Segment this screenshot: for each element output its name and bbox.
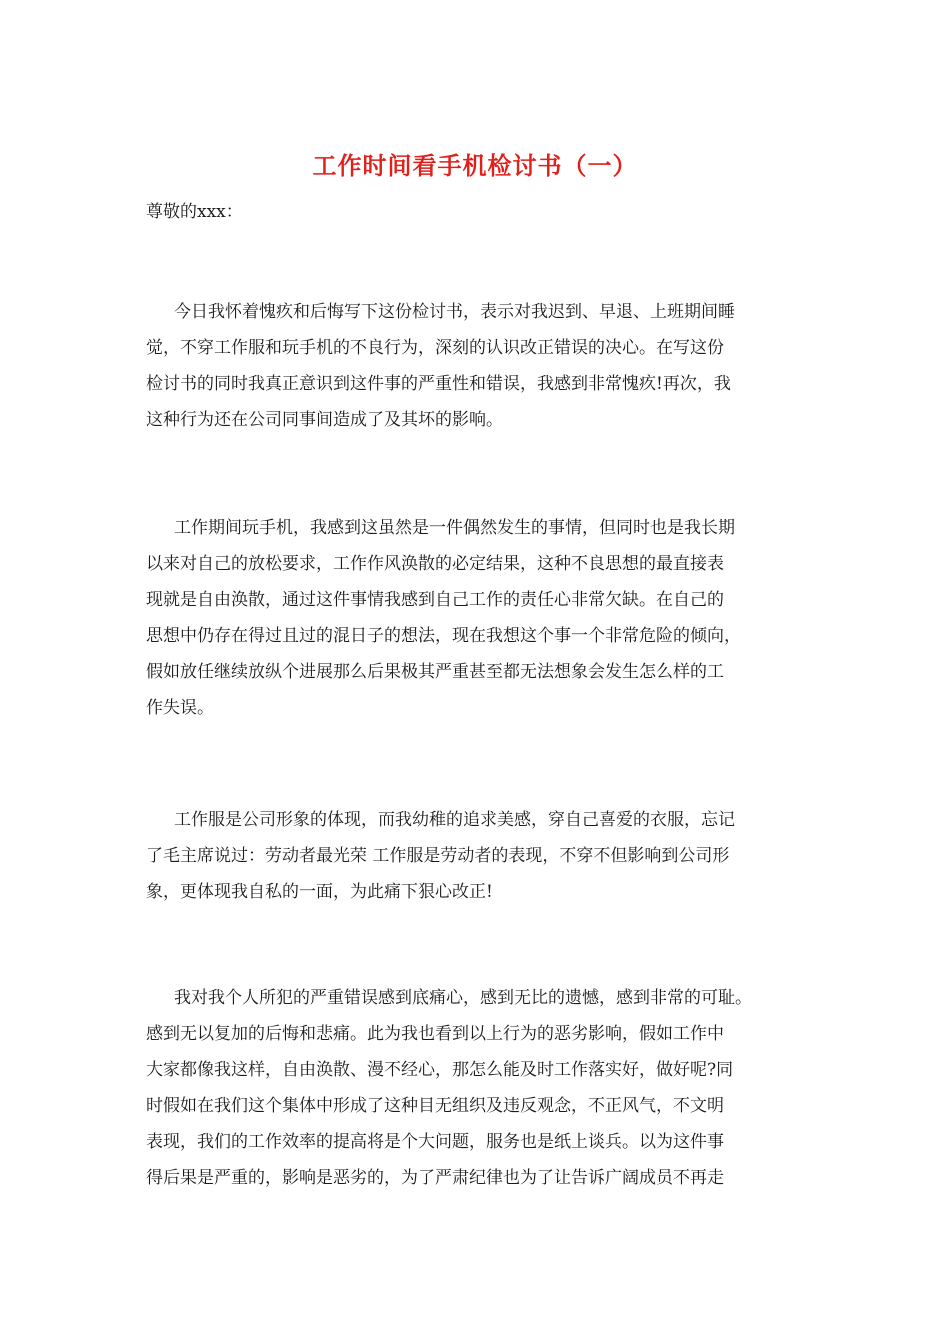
paragraph-line: 思想中仍存在得过且过的混日子的想法，现在我想这个事一个非常危险的倾向， bbox=[146, 626, 741, 646]
paragraph-line: 以来对自己的放松要求，工作作风涣散的必定结果，这种不良思想的最直接表 bbox=[146, 554, 724, 574]
paragraph-line: 工作服是公司形象的体现，而我幼稚的追求美感，穿自己喜爱的衣服，忘记 bbox=[174, 810, 735, 830]
paragraph-line: 表现，我们的工作效率的提高将是个大问题，服务也是纸上谈兵。以为这件事 bbox=[146, 1132, 724, 1152]
paragraph-line: 我对我个人所犯的严重错误感到底痛心，感到无比的遗憾，感到非常的可耻。 bbox=[174, 988, 752, 1008]
paragraph-line: 作失误。 bbox=[146, 698, 214, 718]
paragraph-line: 大家都像我这样，自由涣散、漫不经心，那怎么能及时工作落实好，做好呢?同 bbox=[146, 1060, 734, 1080]
paragraph-line: 觉，不穿工作服和玩手机的不良行为，深刻的认识改正错误的决心。在写这份 bbox=[146, 338, 724, 358]
paragraph-line: 今日我怀着愧疚和后悔写下这份检讨书，表示对我迟到、早退、上班期间睡 bbox=[174, 302, 735, 322]
document-title: 工作时间看手机检讨书（一） bbox=[312, 151, 638, 180]
paragraph-line: 检讨书的同时我真正意识到这件事的严重性和错误，我感到非常愧疚!再次，我 bbox=[146, 374, 731, 394]
paragraph-line: 象，更体现我自私的一面，为此痛下狠心改正! bbox=[146, 882, 493, 902]
paragraph-line: 假如放任继续放纵个进展那么后果极其严重甚至都无法想象会发生怎么样的工 bbox=[146, 662, 724, 682]
paragraph-line: 感到无以复加的后悔和悲痛。此为我也看到以上行为的恶劣影响，假如工作中 bbox=[146, 1024, 724, 1044]
paragraph-line: 了毛主席说过：劳动者最光荣 工作服是劳动者的表现，不穿不但影响到公司形 bbox=[146, 846, 730, 866]
paragraph-line: 现就是自由涣散，通过这件事情我感到自己工作的责任心非常欠缺。在自己的 bbox=[146, 590, 724, 610]
paragraph-line: 得后果是严重的，影响是恶劣的，为了严肃纪律也为了让告诉广阔成员不再走 bbox=[146, 1168, 724, 1188]
salutation: 尊敬的xxx： bbox=[146, 202, 243, 222]
paragraph-line: 工作期间玩手机，我感到这虽然是一件偶然发生的事情，但同时也是我长期 bbox=[174, 518, 735, 538]
paragraph-line: 时假如在我们这个集体中形成了这种目无组织及违反观念，不正风气，不文明 bbox=[146, 1096, 724, 1116]
paragraph-line: 这种行为还在公司同事间造成了及其坏的影响。 bbox=[146, 410, 503, 430]
